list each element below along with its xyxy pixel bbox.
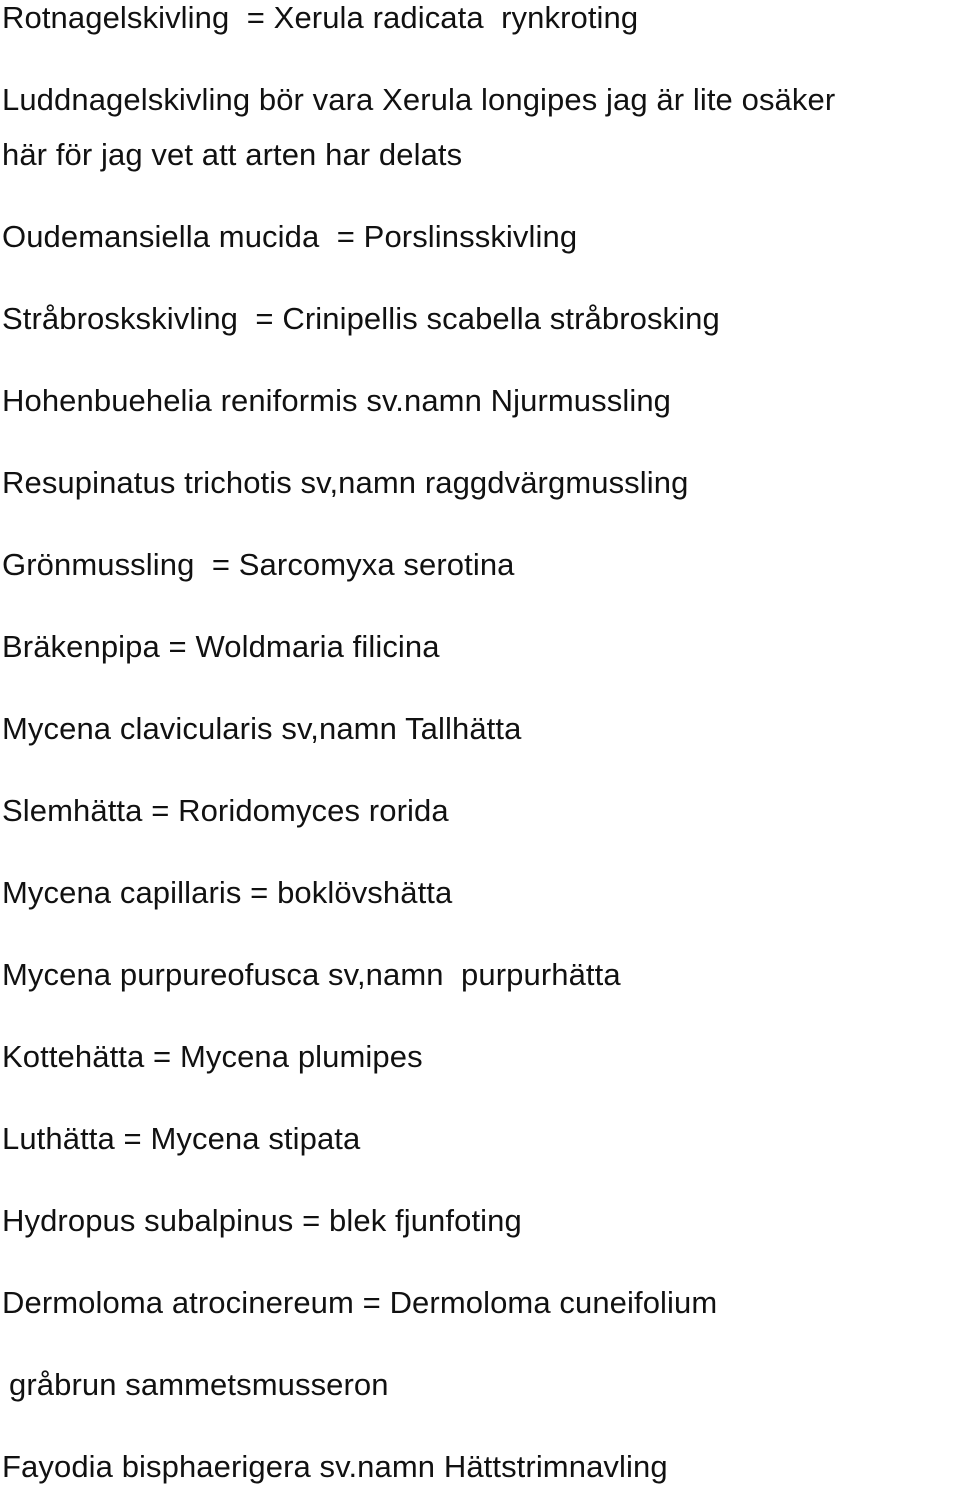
text-line: Mycena clavicularis sv,namn Tallhätta: [2, 711, 522, 746]
text-line: här för jag vet att arten har delats: [2, 137, 463, 172]
text-line: gråbrun sammetsmusseron: [9, 1367, 389, 1402]
text-line: Stråbroskskivling = Crinipellis scabella stråbrosking: [2, 301, 720, 336]
text-line: Fayodia bisphaerigera sv.namn Hättstrimnavling: [2, 1449, 668, 1484]
text-line: Mycena purpureofusca sv,namn purpurhätta: [2, 957, 621, 992]
text-line: Oudemansiella mucida = Porslinsskivling: [2, 219, 578, 254]
text-line: Dermoloma atrocinereum = Dermoloma cuneifolium: [2, 1285, 718, 1320]
text-line: Grönmussling = Sarcomyxa serotina: [2, 547, 515, 582]
text-line: Slemhätta = Roridomyces rorida: [2, 793, 449, 828]
text-line: Mycena capillaris = boklövshätta: [2, 875, 453, 910]
text-line: Rotnagelskivling = Xerula radicata rynkroting: [2, 0, 639, 35]
text-line: Kottehätta = Mycena plumipes: [2, 1039, 423, 1074]
text-line: Hohenbuehelia reniformis sv.namn Njurmussling: [2, 383, 672, 418]
text-line: Hydropus subalpinus = blek fjunfoting: [2, 1203, 522, 1238]
text-line: Luthätta = Mycena stipata: [2, 1121, 361, 1156]
text-line: Bräkenpipa = Woldmaria filicina: [2, 629, 440, 664]
text-line: Resupinatus trichotis sv,namn raggdvärgmussling: [2, 465, 689, 500]
text-line: Luddnagelskivling bör vara Xerula longipes jag är lite osäker: [2, 82, 836, 117]
